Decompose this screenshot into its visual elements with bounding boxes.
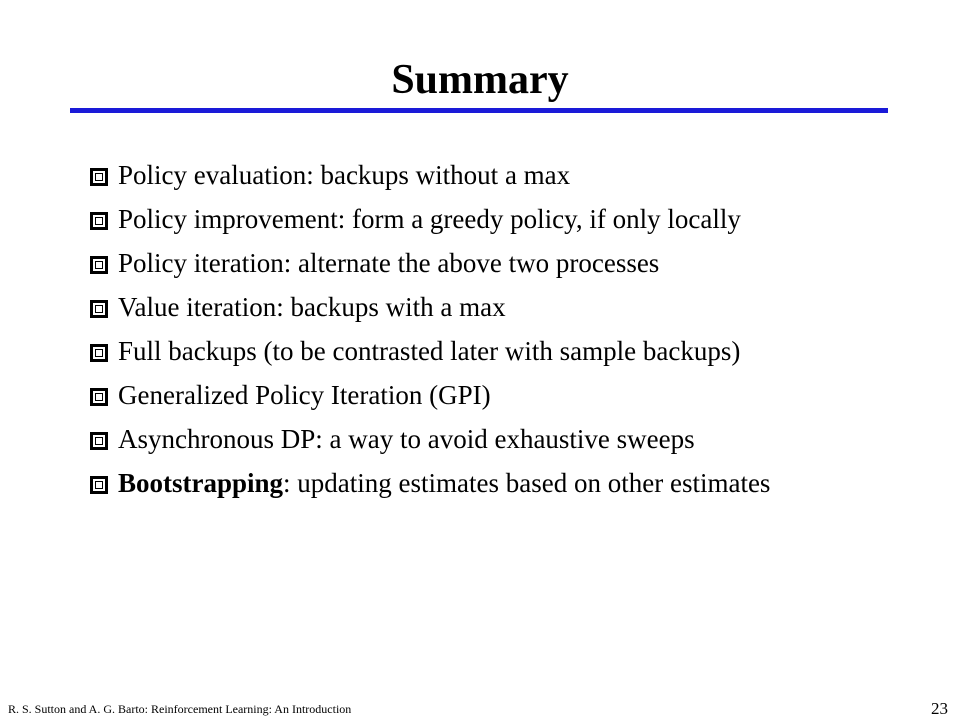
title-underline bbox=[70, 108, 888, 113]
bullet-item bbox=[90, 334, 890, 368]
bullet-item bbox=[90, 466, 890, 500]
square-bullet-icon bbox=[90, 476, 108, 494]
bullet-text: Policy evaluation: backups without a max bbox=[118, 160, 571, 190]
square-bullet-icon bbox=[90, 388, 108, 406]
bullet-text: Policy iteration: alternate the above two processes bbox=[118, 248, 660, 278]
bootstrapping-term: Bootstrapping bbox=[118, 468, 284, 498]
square-bullet-icon bbox=[90, 300, 108, 318]
square-bullet-icon bbox=[90, 212, 108, 230]
bullet-text: Generalized Policy Iteration (GPI) bbox=[118, 380, 491, 410]
bullet-text: Value iteration: backups with a max bbox=[118, 292, 506, 322]
bullet-item bbox=[90, 158, 890, 192]
bullet-item bbox=[90, 422, 890, 456]
bullet-item bbox=[90, 246, 890, 280]
bullet-list bbox=[90, 158, 890, 510]
square-bullet-icon bbox=[90, 344, 108, 362]
bullet-item bbox=[90, 202, 890, 236]
bullet-text: Asynchronous DP: a way to avoid exhaustive sweeps bbox=[118, 424, 695, 454]
square-bullet-icon bbox=[90, 256, 108, 274]
bullet-item bbox=[90, 378, 890, 412]
bullet-text: Full backups (to be contrasted later with sample backups) bbox=[118, 336, 741, 366]
page-number: 23 bbox=[931, 699, 948, 718]
square-bullet-icon bbox=[90, 168, 108, 186]
bullet-text: : updating estimates based on other estimates bbox=[283, 468, 771, 498]
slide-title: Summary bbox=[391, 57, 569, 103]
footer-credit: R. S. Sutton and A. G. Barto: Reinforcement Learning: An Introduction bbox=[8, 702, 352, 716]
square-bullet-icon bbox=[90, 432, 108, 450]
bullet-item bbox=[90, 290, 890, 324]
bullet-text: Policy improvement: form a greedy policy, if only locally bbox=[118, 204, 741, 234]
